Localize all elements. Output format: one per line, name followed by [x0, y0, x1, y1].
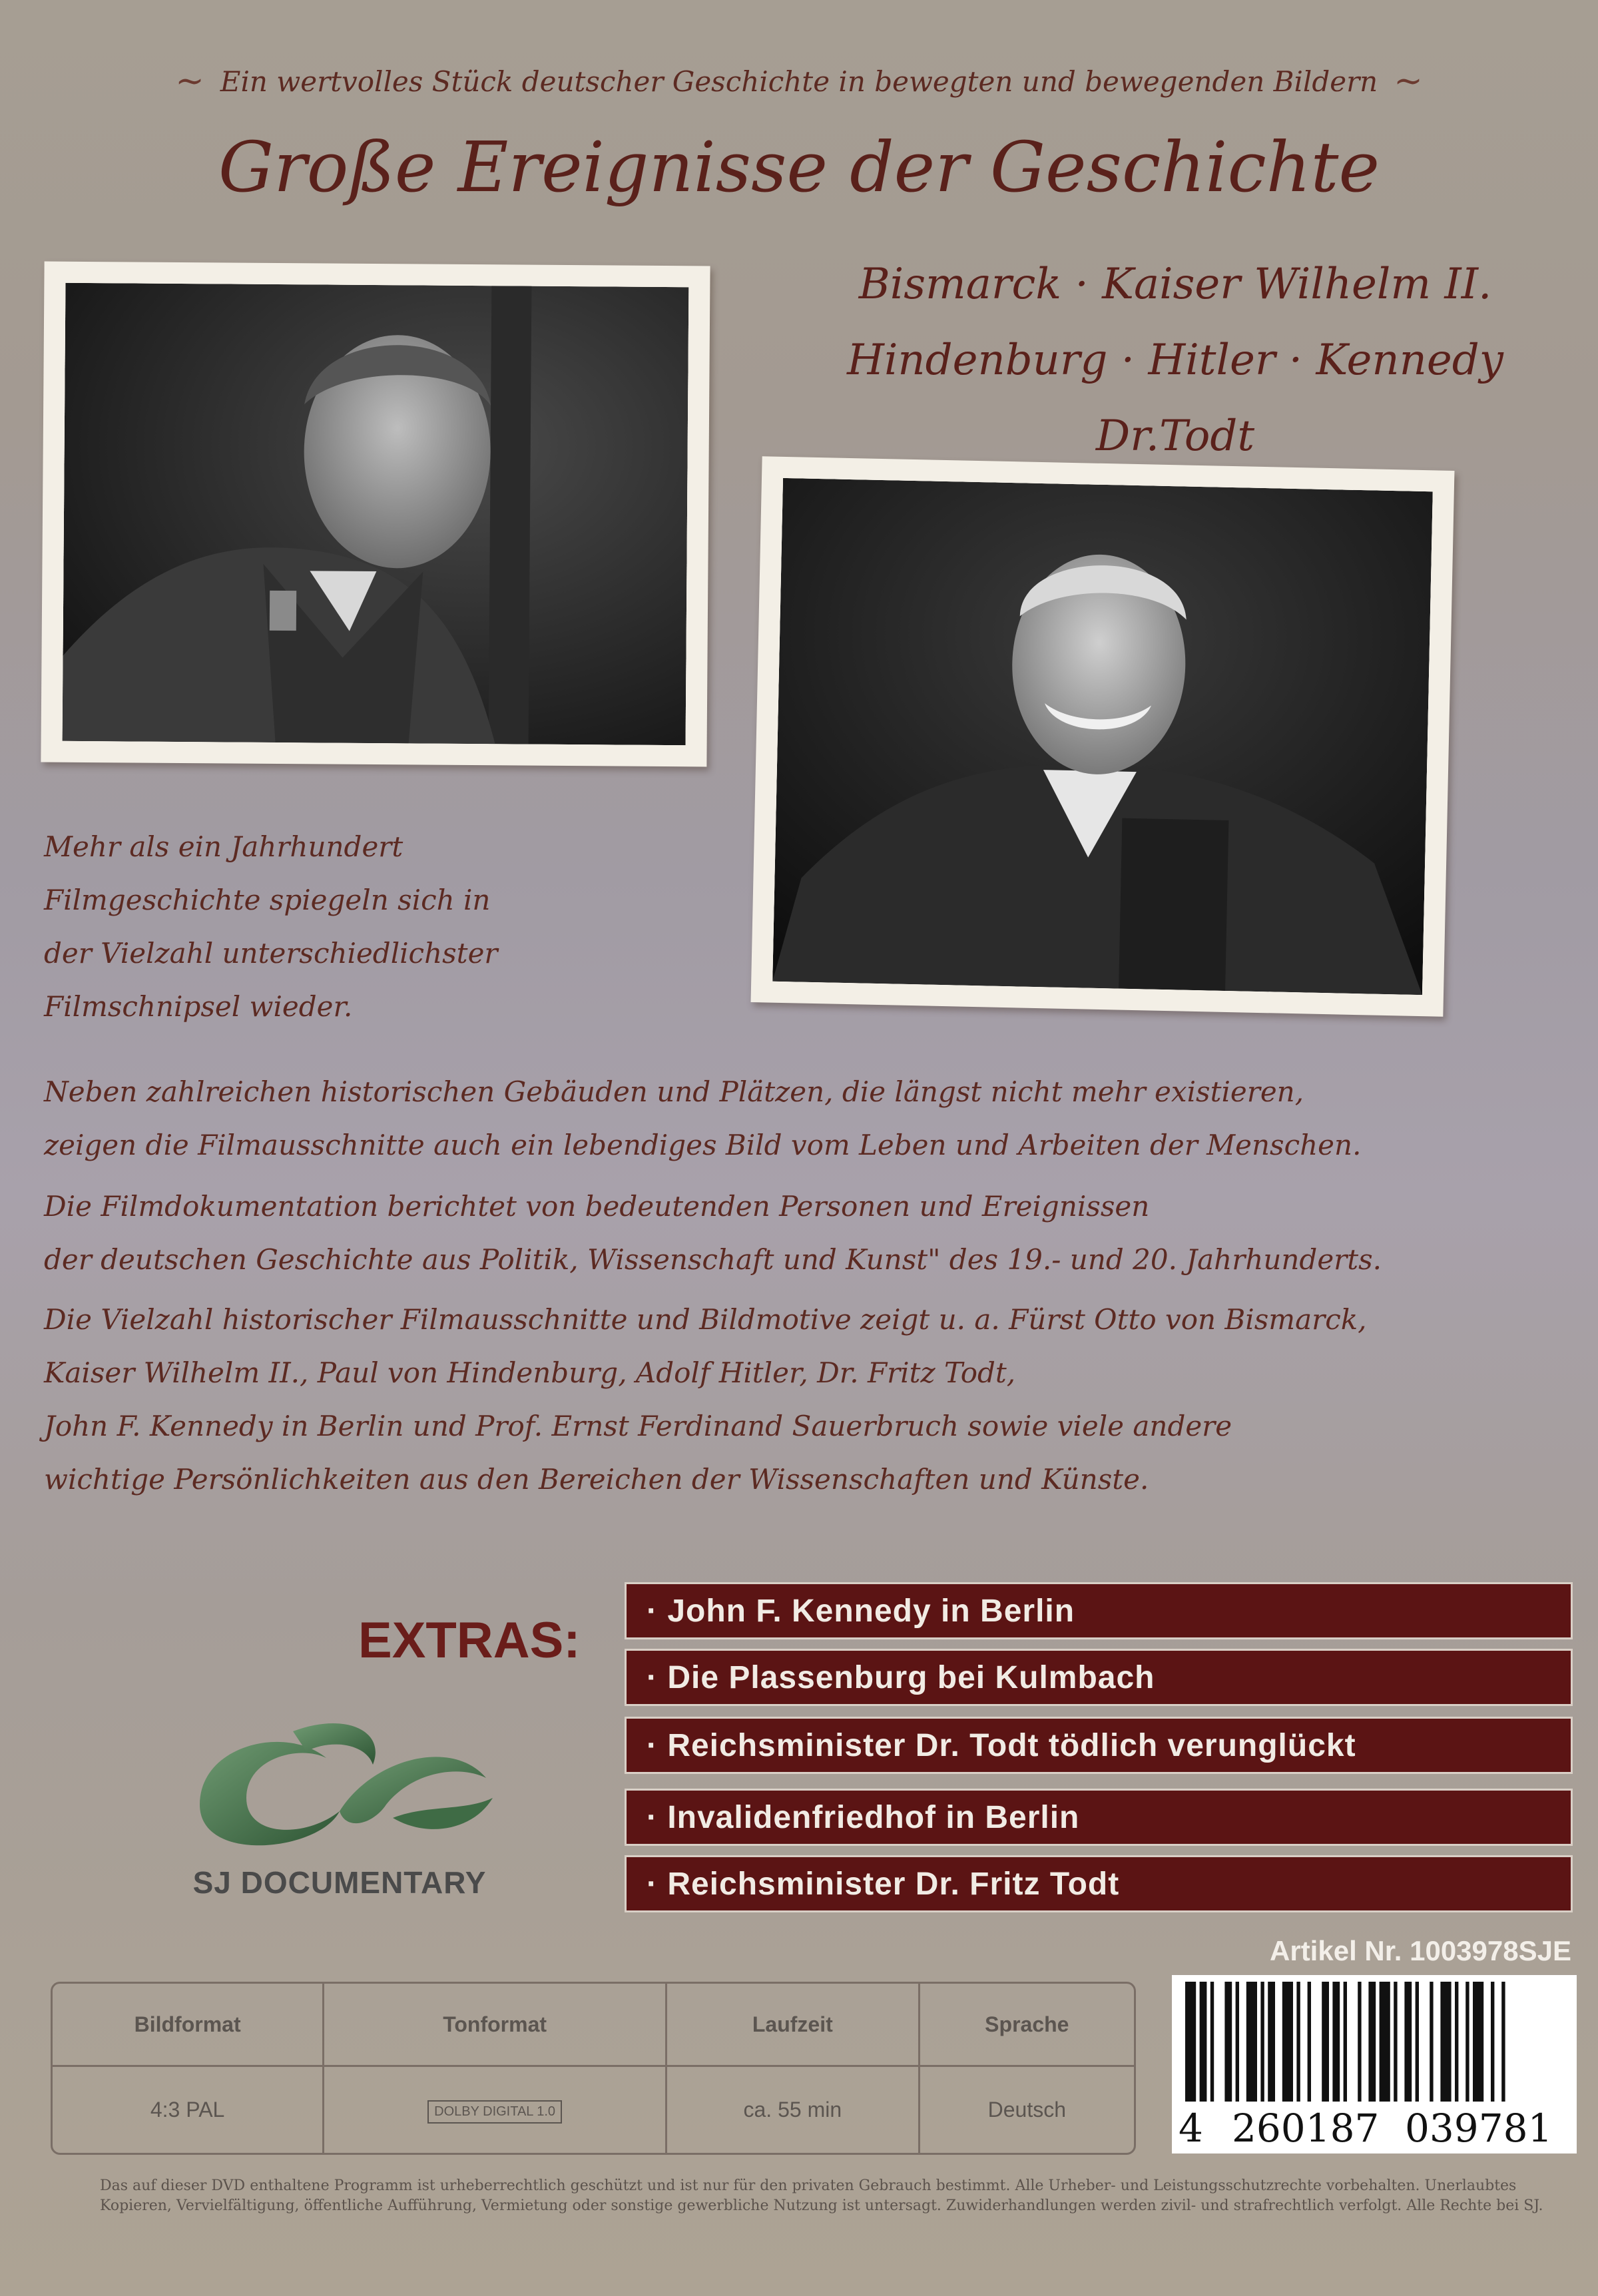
- extras-item: · Reichsminister Dr. Fritz Todt: [625, 1855, 1573, 1912]
- featured-names: [819, 246, 1531, 474]
- legal-fineprint: Das auf dieser DVD enthaltene Programm ist urheberrechtlich geschützt und ist nur für den privaten Gebrauch bestimmt. Alle Urheber- und Leistungsschutzrechte vorbehalten. Unerlaubtes Kopieren, Vervielfältigung, öffentliche Aufführung, Vermietung oder sonstige gewerbliche Nutzung ist untersagt. Zuwiderhandlungen werden zivil- und strafrechtlich verfolgt. Alle Rechte bei SJ.: [100, 2177, 1543, 2214]
- barcode-digits-left: 260187: [1232, 2106, 1380, 2151]
- tagline: [80, 61, 1518, 101]
- barcode-bar: [1501, 1982, 1505, 2102]
- barcode-bar: [1332, 1982, 1340, 2102]
- extras-item: · John F. Kennedy in Berlin: [625, 1582, 1573, 1639]
- paragraph-line: Kaiser Wilhelm II., Paul von Hindenburg, Adolf Hitler, Dr. Fritz Todt,: [44, 1356, 1016, 1389]
- spec-value: Deutsch: [919, 2066, 1134, 2153]
- barcode-bar: [1210, 1982, 1214, 2102]
- spec-value: 4:3 PAL: [53, 2066, 324, 2153]
- barcode-bar: [1404, 1982, 1412, 2102]
- dolby-digital-icon: DOLBY DIGITAL 1.0: [427, 2100, 562, 2124]
- barcode-bar: [1430, 1982, 1433, 2102]
- extras-item: · Reichsminister Dr. Todt tödlich verunglückt: [625, 1717, 1573, 1774]
- names-line-3: Dr.Todt: [1095, 412, 1255, 461]
- barcode-digit-lead: 4: [1179, 2106, 1203, 2151]
- spec-header: Bildformat: [53, 1984, 324, 2066]
- barcode-bar: [1268, 1982, 1275, 2102]
- spec-header: Tonformat: [324, 1984, 666, 2066]
- article-number: Artikel Nr. 1003978SJE: [1270, 1935, 1571, 1966]
- spec-value-dolby: [324, 2066, 666, 2153]
- paragraph-line: Neben zahlreichen historischen Gebäuden und Plätzen, die längst nicht mehr existieren,: [44, 1075, 1304, 1108]
- paragraph-line: zeigen die Filmausschnitte auch ein lebendiges Bild vom Leben und Arbeiten der Menschen.: [44, 1129, 1362, 1161]
- paragraph-line: wichtige Persönlichkeiten aus den Bereichen der Wissenschaften und Künste.: [44, 1463, 1149, 1496]
- intro-line: Mehr als ein Jahrhundert: [44, 830, 403, 863]
- barcode-bar: [1224, 1982, 1232, 2102]
- names-line-2: Hindenburg · Hitler · Kennedy: [847, 336, 1503, 385]
- paragraph-line: der deutschen Geschichte aus Politik, Wissenschaft und Kunst" des 19.- und 20. Jahrhunderts.: [44, 1243, 1382, 1276]
- extras-item: · Die Plassenburg bei Kulmbach: [625, 1649, 1573, 1706]
- extras-item: · Invalidenfriedhof in Berlin: [625, 1789, 1573, 1846]
- intro-text: [44, 820, 710, 1033]
- barcode-bar: [1200, 1982, 1207, 2102]
- description-paragraph-2: [44, 1180, 1549, 1287]
- barcode-bar: [1282, 1982, 1293, 2102]
- barcode-bar: [1440, 1982, 1451, 2102]
- barcode-bar: [1465, 1982, 1469, 2102]
- description-paragraph-3: [44, 1293, 1549, 1506]
- barcode-digits-right: 039781: [1405, 2106, 1553, 2151]
- barcode-bar: [1322, 1982, 1329, 2102]
- photo-bismarck: [751, 456, 1455, 1017]
- ean-barcode: [1172, 1975, 1577, 2153]
- photo-bismarck-image: [772, 478, 1433, 995]
- spec-header: Laufzeit: [666, 1984, 919, 2066]
- tagline-text: Ein wertvolles Stück deutscher Geschichte in bewegten und bewegenden Bildern: [220, 65, 1378, 98]
- barcode-bar: [1491, 1982, 1494, 2102]
- paragraph-line: Die Filmdokumentation berichtet von bedeutenden Personen und Ereignissen: [44, 1190, 1150, 1223]
- extras-heading: EXTRAS:: [358, 1612, 581, 1669]
- spec-value: ca. 55 min: [666, 2066, 919, 2153]
- specs-table: [51, 1982, 1136, 2155]
- intro-line: der Vielzahl unterschiedlichster: [44, 937, 498, 970]
- barcode-bar: [1416, 1982, 1419, 2102]
- barcode-bar: [1296, 1982, 1300, 2102]
- barcode-bar: [1185, 1982, 1196, 2102]
- intro-line: Filmgeschichte spiegeln sich in: [44, 884, 491, 916]
- left-flourish-icon: ~: [175, 61, 204, 101]
- barcode-bar: [1260, 1982, 1264, 2102]
- barcode-bar: [1308, 1982, 1311, 2102]
- names-line-1: Bismarck · Kaiser Wilhelm II.: [858, 260, 1492, 309]
- intro-line: Filmschnipsel wieder.: [44, 990, 353, 1023]
- barcode-bar: [1473, 1982, 1483, 2102]
- paragraph-line: Die Vielzahl historischer Filmausschnitte und Bildmotive zeigt u. a. Fürst Otto von Bismarck,: [44, 1303, 1367, 1336]
- spec-header: Sprache: [919, 1984, 1134, 2066]
- logo-wordmark: SJ DOCUMENTARY: [192, 1865, 487, 1900]
- barcode-bar: [1368, 1982, 1376, 2102]
- page-title: Große Ereignisse der Geschichte: [218, 127, 1380, 208]
- barcode-bar: [1358, 1982, 1361, 2102]
- description-paragraph-1: [44, 1065, 1549, 1172]
- barcode-bar: [1246, 1982, 1257, 2102]
- barcode-bar: [1344, 1982, 1347, 2102]
- barcode-bar: [1455, 1982, 1458, 2102]
- right-flourish-icon: ~: [1394, 61, 1423, 101]
- barcode-bar: [1236, 1982, 1239, 2102]
- photo-todt: [41, 262, 710, 767]
- paragraph-line: John F. Kennedy in Berlin und Prof. Ernst Ferdinand Sauerbruch sowie viele andere: [44, 1410, 1232, 1442]
- barcode-bar: [1394, 1982, 1397, 2102]
- barcode-bar: [1380, 1982, 1390, 2102]
- photo-todt-image: [63, 283, 689, 746]
